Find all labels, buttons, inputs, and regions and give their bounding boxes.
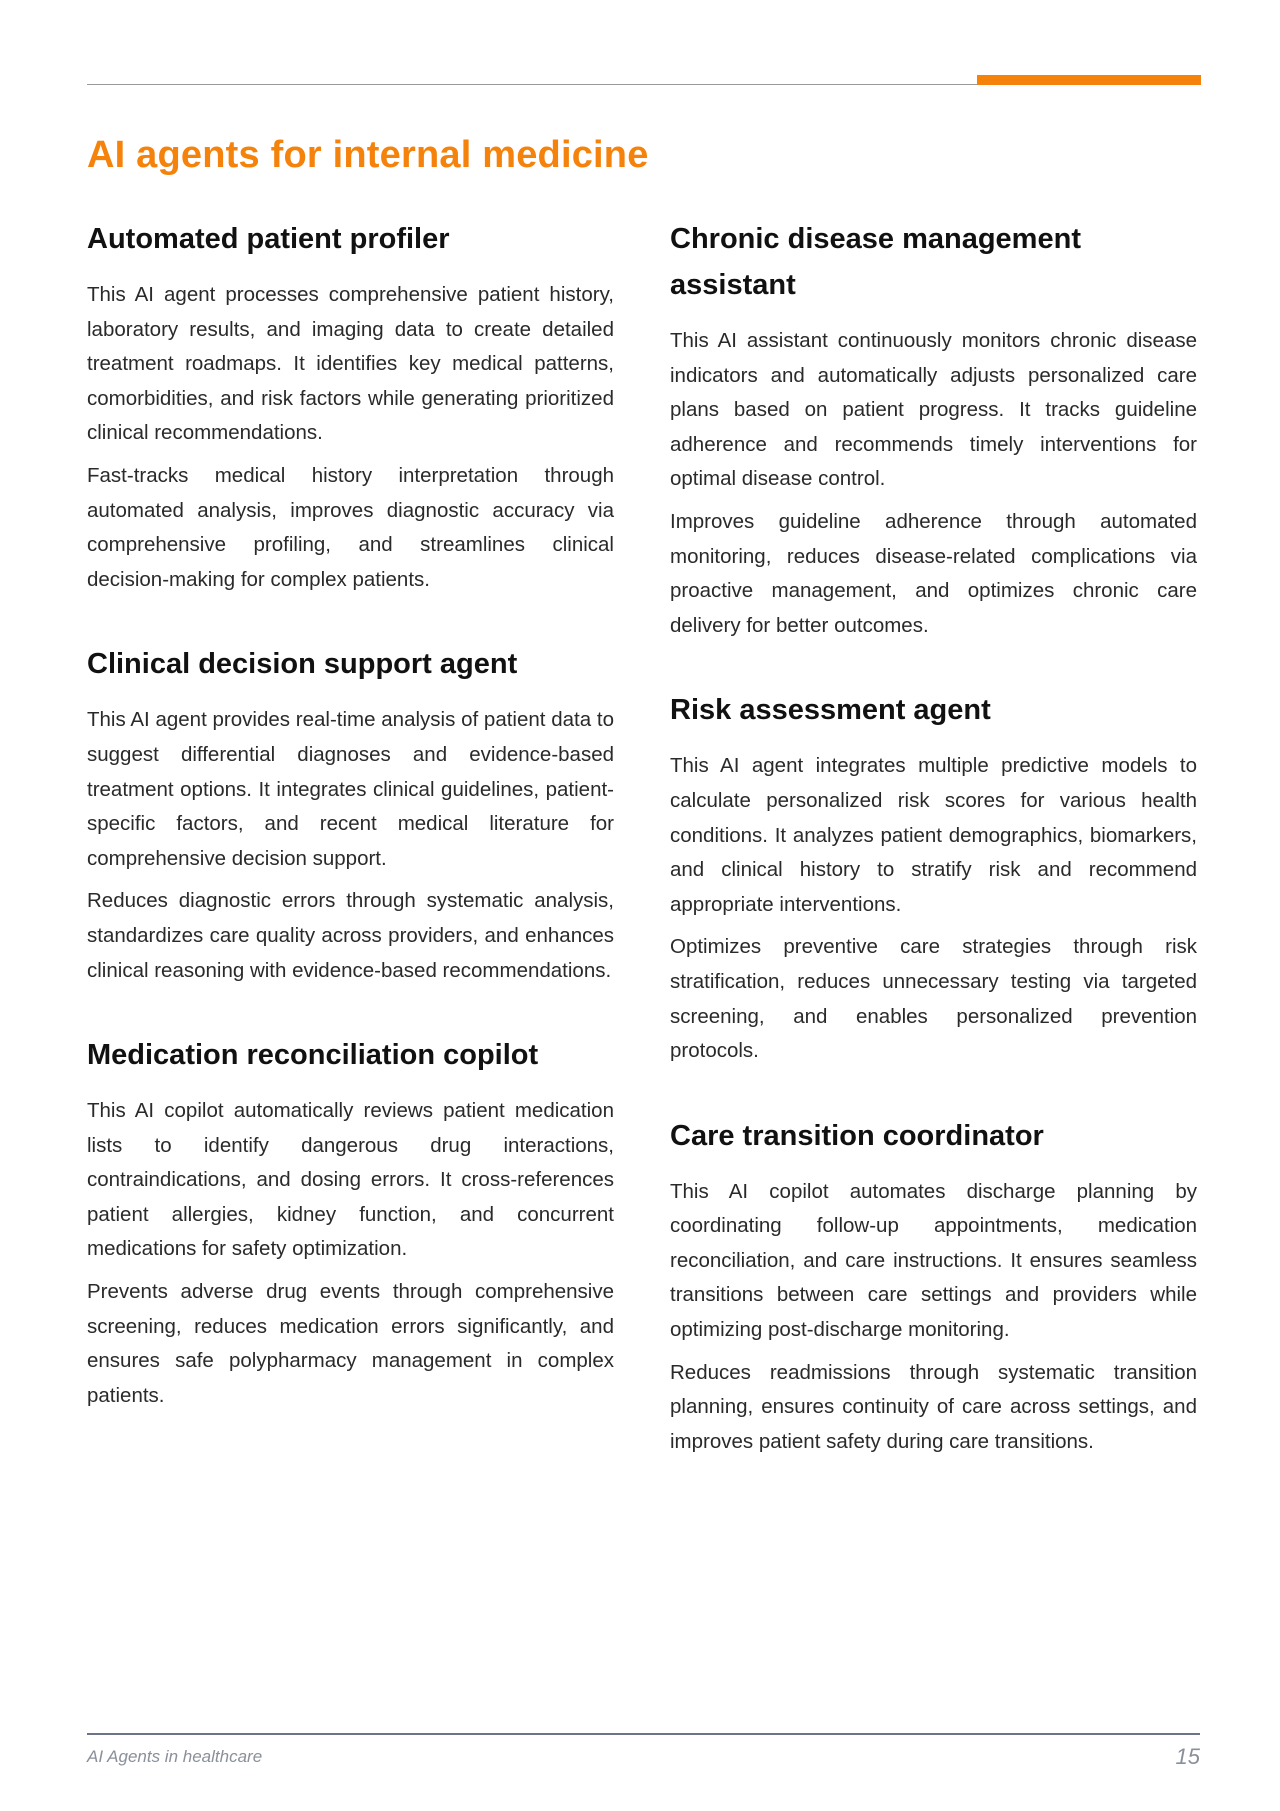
header-accent-bar (977, 75, 1201, 85)
section-description: This AI copilot automates discharge planning by coordinating follow-up appointments, medication reconciliation, and care instructions. It ensures seamless transitions between care settings and providers while optimizing post-discharge monitoring. (670, 1179, 1197, 1342)
footer-rule (87, 1733, 1200, 1735)
footer-document-title: AI Agents in healthcare (87, 1747, 263, 1766)
section-heading: Automated patient profiler (87, 223, 450, 255)
section-heading: Care transition coordinator (670, 1119, 1044, 1152)
section-description: This AI agent provides real-time analysis of patient data to suggest differential diagnoses and evidence-based treatment options. It integrates clinical guidelines, patient-specific factors, and recent medical literature for comprehensive decision support. (87, 708, 614, 870)
section-description: This AI agent processes comprehensive patient history, laboratory results, and imaging data to create detailed treatment roadmaps. It identifies key medical patterns, comorbidities, and risk factors while generating prioritized clinical recommendations. (87, 283, 614, 445)
section-description: This AI agent integrates multiple predictive models to calculate personalized risk scores for various health conditions. It analyzes patient demographics, biomarkers, and clinical history to stratify risk and recommend appropriate interventions. (670, 754, 1197, 916)
section-heading: Medication reconciliation copilot (87, 1039, 539, 1072)
section-benefits: Reduces readmissions through systematic transition planning, ensures continuity of care across settings, and improves patient safety during care transitions. (670, 1360, 1197, 1453)
section-clinical-decision-support-agent (87, 641, 614, 988)
section-care-transition-coordinator (670, 1113, 1197, 1460)
section-heading: Risk assessment agent (670, 694, 991, 727)
section-medication-reconciliation-copilot (87, 1032, 614, 1413)
section-benefits: Optimizes preventive care strategies through risk stratification, reduces unnecessary testing via targeted screening, and enables personalized prevention protocols. (670, 935, 1197, 1063)
right-column (670, 216, 1197, 1503)
page-title: AI agents for internal medicine (87, 134, 649, 176)
section-description: This AI assistant continuously monitors chronic disease indicators and automatically adjusts personalized care plans based on patient progress. It tracks guideline adherence and recommends timely interventions for optimal disease control. (670, 329, 1197, 491)
section-description: This AI copilot automatically reviews patient medication lists to identify dangerous drug interactions, contraindications, and dosing errors. It cross-references patient allergies, kidney function, and concurrent medications for safety optimization. (87, 1099, 614, 1261)
page-number: 15 (1175, 1744, 1200, 1769)
section-risk-assessment-agent (670, 687, 1197, 1068)
section-automated-patient-profiler (87, 216, 614, 597)
section-benefits: Improves guideline adherence through automated monitoring, reduces disease-related complications via proactive management, and optimizes chronic care delivery for better outcomes. (670, 509, 1197, 637)
section-benefits: Fast-tracks medical history interpretation through automated analysis, improves diagnostic accuracy via comprehensive profiling, and streamlines clinical decision-making for complex patients. (87, 463, 614, 591)
section-heading: Clinical decision support agent (87, 648, 518, 681)
section-benefits: Prevents adverse drug events through comprehensive screening, reduces medication errors significantly, and ensures safe polypharmacy management in complex patients. (87, 1280, 614, 1407)
left-column (87, 216, 614, 1457)
section-chronic-disease-management-assistant (670, 216, 1197, 643)
section-heading: Chronic disease management assistant (670, 223, 1081, 301)
section-benefits: Reduces diagnostic errors through systematic analysis, standardizes care quality across providers, and enhances clinical reasoning with evidence-based recommendations. (87, 889, 614, 982)
